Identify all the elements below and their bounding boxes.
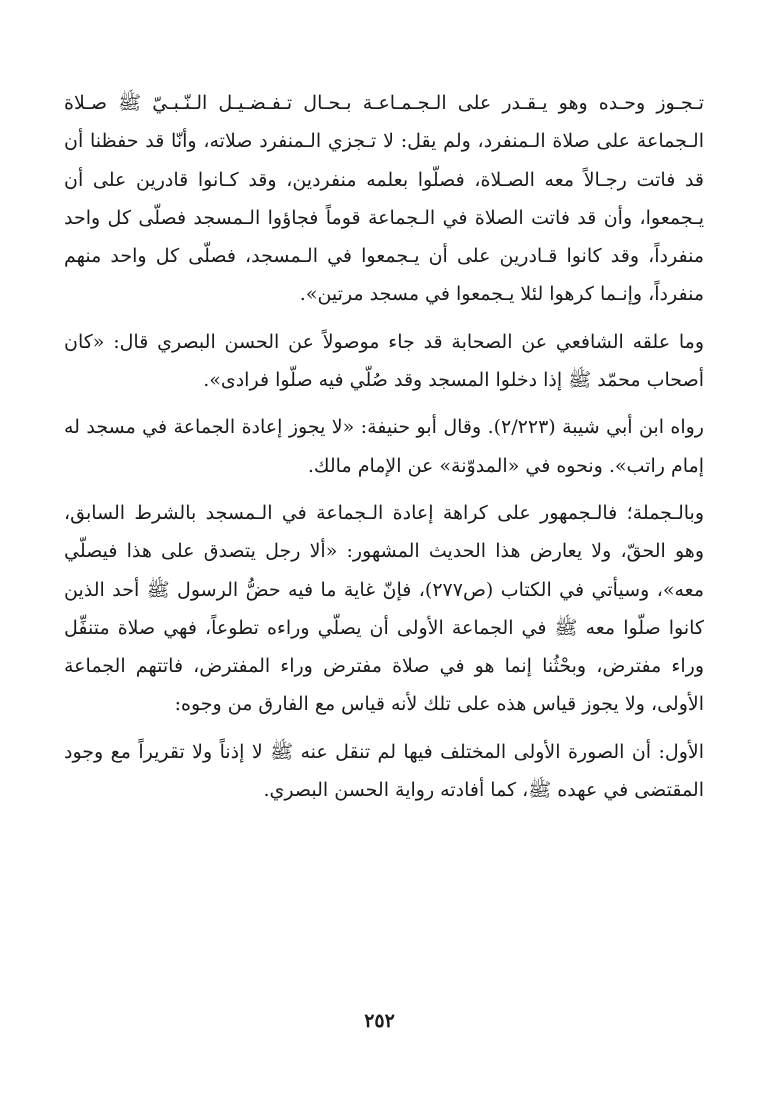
paragraph-intro: تـجـوز وحـده وهو يـقـدر على الـجـمـاعـة بـحـال تـفـضـيـل الـنّـبـيّ ﷺ صـلاة الـجماعة على صلاة الـمنفرد، ولم يقل: لا تـجزي الـمنفرد صلاته، وأنّا قد حفظنا أن قد فاتت رجـالاً معه الصـلاة، فصلّوا بعلمه منفردين، وقد كـانوا قادرين على أن يـجمعوا، وأن قد فاتت الصلاة في الـجماعة قوماً فجاؤوا الـمسجد فصلّى كل واحد منفرداً، وقد كانوا قـادرين على أن يـجمعوا في الـمسجد، فصلّى كل واحد منهم منفرداً، وإنـما كرهوا لئلا يـجمعوا في مسجد مرتين».: [64, 92, 704, 306]
paragraph-majority-view: وبالـجملة؛ فالـجمهور على كراهة إعادة الـجماعة في الـمسجد بالشرط السابق، وهو الحقّ، ولا يعارض هذا الحديث المشهور: «ألا رجل يتصدق على هذا فيصلّي معه»، وسيأتي في الكتاب (ص٢٧٧)، فإنّ غاية ما فيه حضُّ الرسول ﷺ أحد الذين كانوا صلّوا معه ﷺ في الجماعة الأولى أن يصلّي وراءه تطوعاً، فهي صلاة متنفِّل وراء مفترض، وبحْثُنا إنما هو في صلاة مفترض وراء المفترض، فاتتهم الجماعة الأولى، ولا يجوز قياس هذه على تلك لأنه قياس مع الفارق من وجوه:: [64, 501, 704, 716]
paragraph-first-reason: الأول: أن الصورة الأولى المختلف فيها لم تنقل عنه ﷺ لا إذناً ولا تقريراً مع وجود المقتضى في عهده ﷺ، كما أفادته رواية الحسن البصري.: [64, 740, 704, 802]
paragraph-ibn-abi-shayba: رواه ابن أبي شيبة (٢/٢٢٣). وقال أبو حنيفة: «لا يجوز إعادة الجماعة في مسجد له إمام راتب». ونحوه في «المدوّنة» عن الإمام مالك.: [64, 416, 704, 477]
paragraph-shafii-hasan: وما علقه الشافعي عن الصحابة قد جاء موصولاً عن الحسن البصري قال: «كان أصحاب محمّد ﷺ إذا دخلوا المسجد وقد صُلّي فيه صلّوا فرادى».: [64, 330, 704, 392]
page-body: [64, 84, 704, 809]
page-number: ٢٥٢: [364, 1010, 395, 1032]
